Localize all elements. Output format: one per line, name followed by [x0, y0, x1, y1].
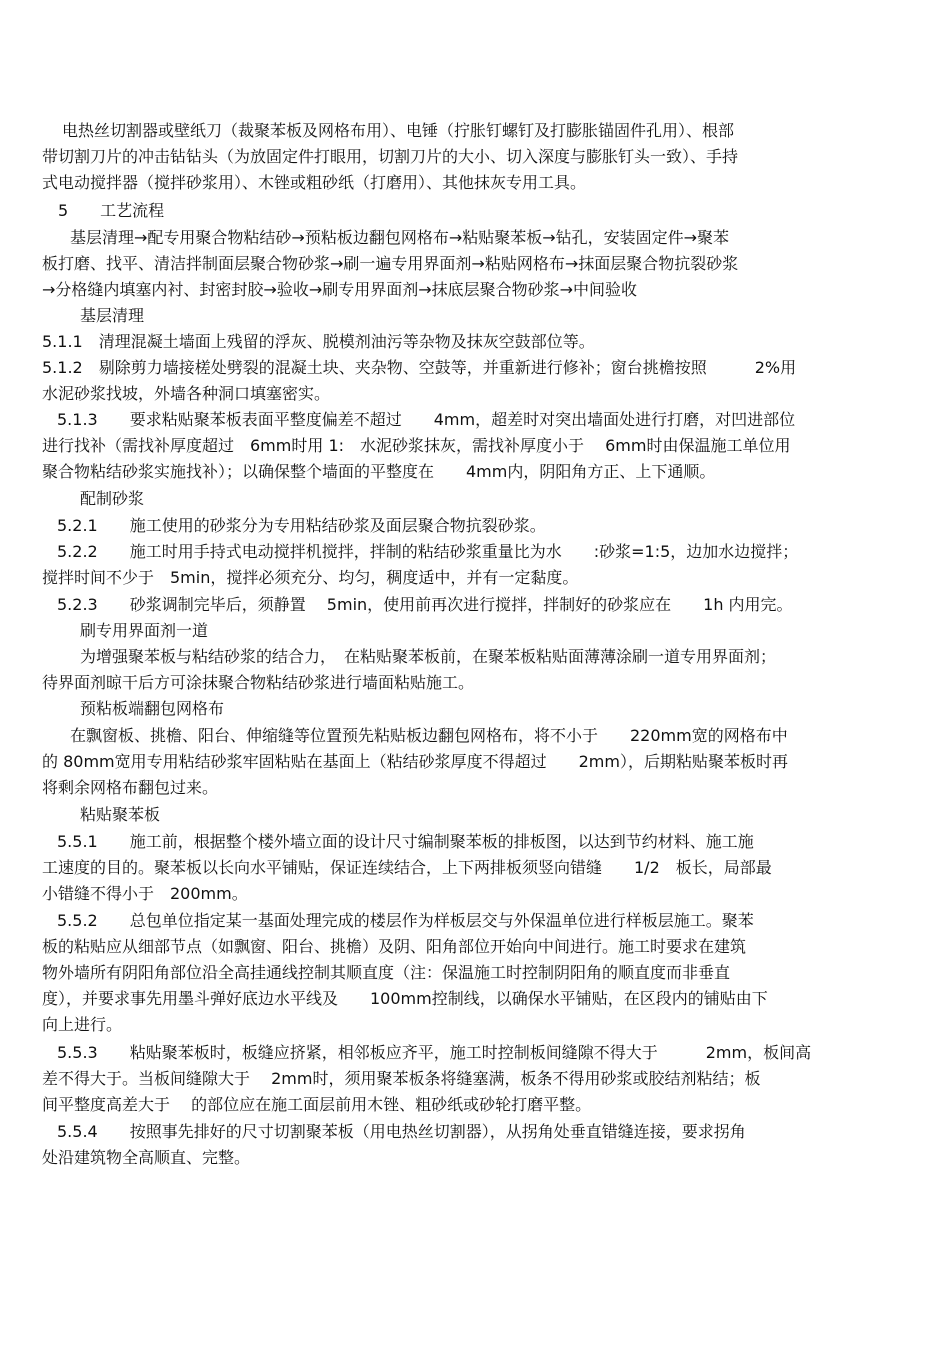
text-line: 基层清理→配专用聚合物粘结砂→预粘板边翻包网格布→粘贴聚苯板→钻孔，安装固定件→聚苯 — [70, 228, 730, 247]
text-line: 待界面剂晾干后方可涂抹聚合物粘结砂浆进行墙面粘贴施工。 — [42, 673, 475, 692]
text-line: 进行找补（需找补厚度超过 6mm时用 1: 水泥砂浆抹灰，需找补厚度小于 6mm时由保温施工单位用 — [42, 436, 791, 455]
section-heading: 5 工艺流程 — [58, 201, 165, 220]
text-line: 向上进行。 — [42, 1015, 123, 1034]
text-line: 物外墙所有阴阳角部位沿全高挂通线控制其顺直度（注：保温施工时控制阴阳角的顺直度而非垂直 — [42, 963, 731, 982]
text-line: →分格缝内填塞内衬、封密封胶→验收→刷专用界面剂→抹底层聚合物砂浆→中间验收 — [42, 280, 638, 299]
text-line: 的 80mm宽用专用粘结砂浆牢固粘贴在基面上（粘结砂浆厚度不得超过 2mm），后期粘贴聚苯板时再 — [42, 752, 788, 771]
text-line: 5.2.3 砂浆调制完毕后，须静置 5min，使用前再次进行搅拌，拌制好的砂浆应在 1h 内用完。 — [57, 595, 793, 614]
text-line: 间平整度高差大于 的部位应在施工面层前用木锉、粗砂纸或砂轮打磨平整。 — [42, 1095, 592, 1114]
text-line: 将剩余网格布翻包过来。 — [42, 778, 219, 797]
text-line: 聚合物粘结砂浆实施找补）；以确保整个墙面的平整度在 4mm内，阴阳角方正、上下通顺。 — [42, 462, 716, 481]
text-line: 搅拌时间不少于 5min，搅拌必须充分、均匀，稠度适中，并有一定黏度。 — [42, 568, 579, 587]
subsection-heading: 刷专用界面剂一道 — [80, 621, 209, 640]
text-line: 5.2.2 施工时用手持式电动搅拌机搅拌，拌制的粘结砂浆重量比为水 :砂浆=1:5，边加水边搅拌； — [57, 542, 799, 561]
text-line: 5.5.4 按照事先排好的尺寸切割聚苯板（用电热丝切割器），从拐角处垂直错缝连接，要求拐角 — [57, 1122, 746, 1141]
text-line: 5.5.1 施工前，根据整个楼外墙立面的设计尺寸编制聚苯板的排板图，以达到节约材料、施工施 — [57, 832, 754, 851]
text-line: 处沿建筑物全高顺直、完整。 — [42, 1148, 251, 1167]
text-line: 板的粘贴应从细部节点（如飘窗、阳台、挑檐）及阴、阳角部位开始向中间进行。施工时要求在建筑 — [42, 937, 747, 956]
text-line: 5.2.1 施工使用的砂浆分为专用粘结砂浆及面层聚合物抗裂砂浆。 — [57, 516, 546, 535]
text-line: 差不得大于。当板间缝隙大于 2mm时，须用聚苯板条将缝塞满，板条不得用砂浆或胶结剂粘结；板 — [42, 1069, 761, 1088]
text-line: 5.1.2 剔除剪力墙接槎处劈裂的混凝土块、夹杂物、空鼓等，并重新进行修补；窗台挑檐按照 2%用 — [42, 358, 797, 377]
text-line: 电热丝切割器或壁纸刀（裁聚苯板及网格布用）、电锤（拧胀钉螺钉及打膨胀锚固件孔用）、根部 — [62, 121, 735, 140]
text-line: 5.1.1 清理混凝土墙面上残留的浮灰、脱模剂油污等杂物及抹灰空鼓部位等。 — [42, 332, 595, 351]
subsection-heading: 预粘板端翻包网格布 — [80, 699, 225, 718]
text-line: 5.5.2 总包单位指定某一基面处理完成的楼层作为样板层交与外保温单位进行样板层施工。聚苯 — [57, 911, 754, 930]
text-line: 工速度的目的。聚苯板以长向水平铺贴，保证连续结合，上下两排板须竖向错缝 1/2 板长，局部最 — [42, 858, 772, 877]
text-line: 度），并要求事先用墨斗弹好底边水平线及 100mm控制线，以确保水平铺贴，在区段内的铺贴由下 — [42, 989, 768, 1008]
text-line: 小错缝不得小于 200mm。 — [42, 884, 248, 903]
subsection-heading: 基层清理 — [80, 306, 145, 325]
text-line: 在飘窗板、挑檐、阳台、伸缩缝等位置预先粘贴板边翻包网格布，将不小于 220mm宽的网格布中 — [70, 726, 788, 745]
text-line: 5.5.3 粘贴聚苯板时，板缝应挤紧，相邻板应齐平，施工时控制板间缝隙不得大于 2mm，板间高 — [57, 1043, 812, 1062]
text-line: 5.1.3 要求粘贴聚苯板表面平整度偏差不超过 4mm，超差时对突出墙面处进行打磨，对凹进部位 — [57, 410, 796, 429]
text-line: 水泥砂浆找坡，外墙各种洞口填塞密实。 — [42, 384, 331, 403]
text-line: 板打磨、找平、清洁拌制面层聚合物砂浆→刷一遍专用界面剂→粘贴网格布→抹面层聚合物抗裂砂浆 — [42, 254, 739, 273]
text-line: 式电动搅拌器（搅拌砂浆用）、木锉或粗砂纸（打磨用）、其他抹灰专用工具。 — [42, 173, 587, 192]
subsection-heading: 配制砂浆 — [80, 489, 145, 508]
text-line: 带切割刀片的冲击钻钻头（为放固定件打眼用，切割刀片的大小、切入深度与膨胀钉头一致）、手持 — [42, 147, 739, 166]
text-line: 为增强聚苯板与粘结砂浆的结合力， 在粘贴聚苯板前，在聚苯板粘贴面薄薄涂刷一道专用界面剂； — [80, 647, 777, 666]
subsection-heading: 粘贴聚苯板 — [80, 805, 161, 824]
